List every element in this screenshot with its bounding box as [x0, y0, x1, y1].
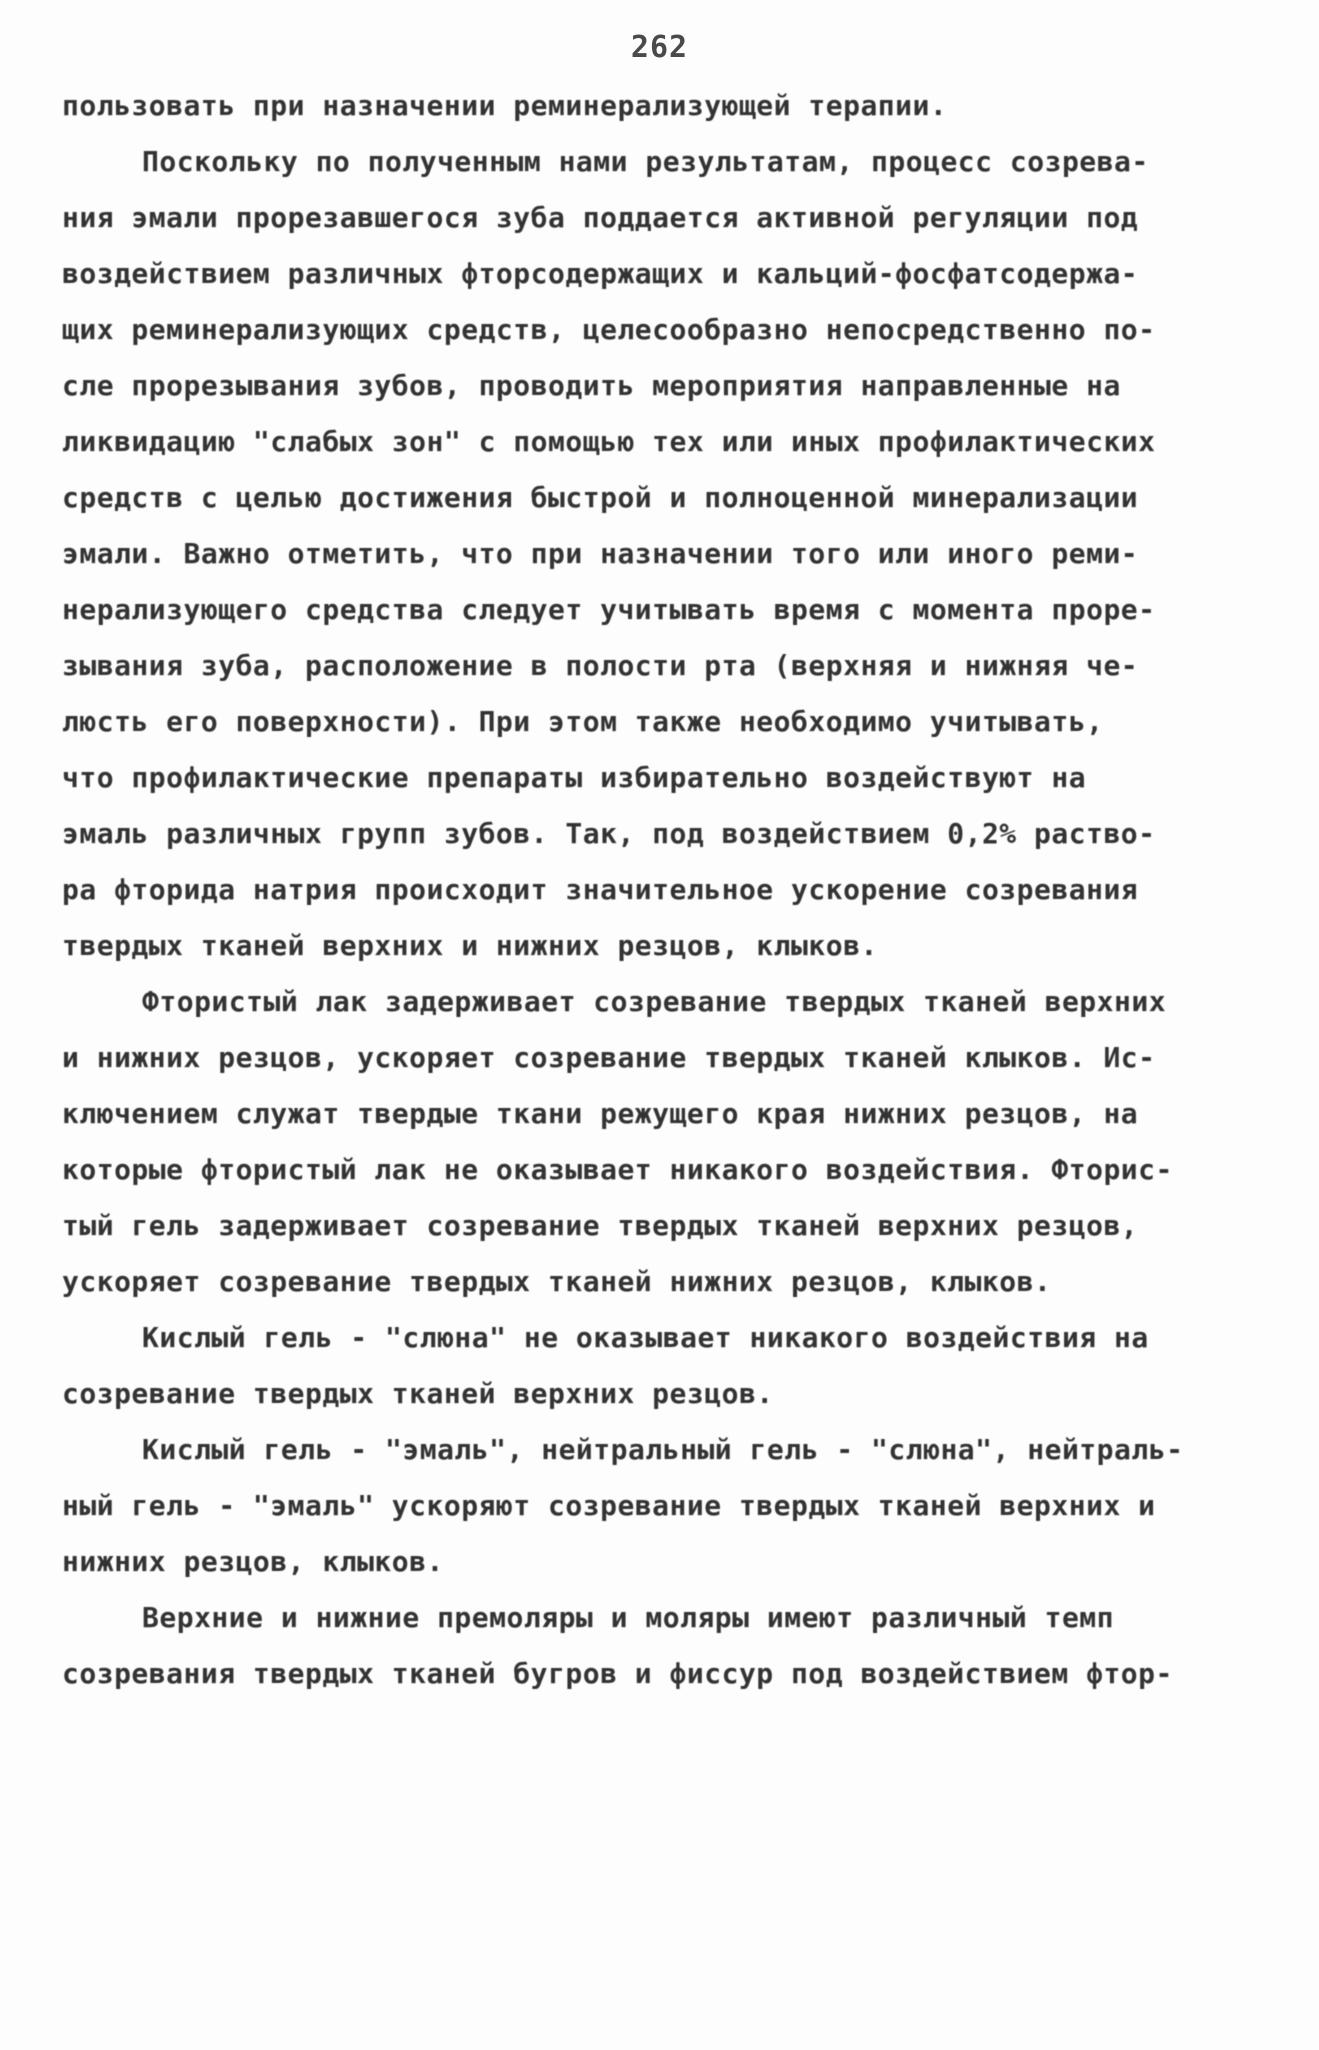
text-line: Верхние и нижние премоляры и моляры имеют различный темп: [142, 1601, 1115, 1634]
text-line: Кислый гель - "эмаль", нейтральный гель - "слюна", нейтраль-: [142, 1433, 1184, 1466]
page-number: 262: [630, 30, 689, 65]
text-line: ния эмали прорезавшегося зуба поддается активной регуляции под: [62, 201, 1139, 234]
text-line: Фтористый лак задерживает созревание твердых тканей верхних: [142, 985, 1167, 1018]
text-line: и нижних резцов, ускоряет созревание твердых тканей клыков. Ис-: [62, 1041, 1156, 1074]
text-line: нижних резцов, клыков.: [62, 1545, 444, 1578]
text-line: ускоряет созревание твердых тканей нижних резцов, клыков.: [62, 1265, 1052, 1298]
text-line: эмаль различных групп зубов. Так, под воздействием 0,2% раство-: [62, 817, 1156, 850]
text-line: что профилактические препараты избирательно воздействуют на: [62, 761, 1087, 794]
text-line: нерализующего средства следует учитывать время с момента проре-: [62, 593, 1156, 626]
text-line: воздействием различных фторсодержащих и кальций-фосфатсодержа-: [62, 257, 1139, 290]
text-line: сле прорезывания зубов, проводить мероприятия направленные на: [62, 369, 1121, 402]
text-line: ликвидацию "слабых зон" с помощью тех или иных профилактических: [62, 425, 1156, 458]
text-line: Поскольку по полученным нами результатам, процесс созрева-: [142, 145, 1149, 178]
text-line: люсть его поверхности). При этом также необходимо учитывать,: [62, 705, 1104, 738]
text-line: которые фтористый лак не оказывает никакого воздействия. Фторис-: [62, 1153, 1173, 1186]
text-line: созревания твердых тканей бугров и фиссур под воздействием фтор-: [62, 1657, 1173, 1690]
body-text: [62, 78, 1262, 1702]
text-line: созревание твердых тканей верхних резцов.: [62, 1377, 774, 1410]
text-line: ключением служат твердые ткани режущего края нижних резцов, на: [62, 1097, 1139, 1130]
text-line: тый гель задерживает созревание твердых тканей верхних резцов,: [62, 1209, 1139, 1242]
text-line: ра фторида натрия происходит значительное ускорение созревания: [62, 873, 1139, 906]
text-line: пользовать при назначении реминерализующей терапии.: [62, 89, 948, 122]
text-line: щих реминерализующих средств, целесообразно непосредственно по-: [62, 313, 1156, 346]
text-line: твердых тканей верхних и нижних резцов, клыков.: [62, 929, 878, 962]
text-line: ный гель - "эмаль" ускоряют созревание твердых тканей верхних и: [62, 1489, 1156, 1522]
text-line: средств с целью достижения быстрой и полноценной минерализации: [62, 481, 1139, 514]
text-line: зывания зуба, расположение в полости рта (верхняя и нижняя че-: [62, 649, 1139, 682]
text-line: эмали. Важно отметить, что при назначении того или иного реми-: [62, 537, 1139, 570]
text-line: Кислый гель - "слюна" не оказывает никакого воздействия на: [142, 1321, 1149, 1354]
